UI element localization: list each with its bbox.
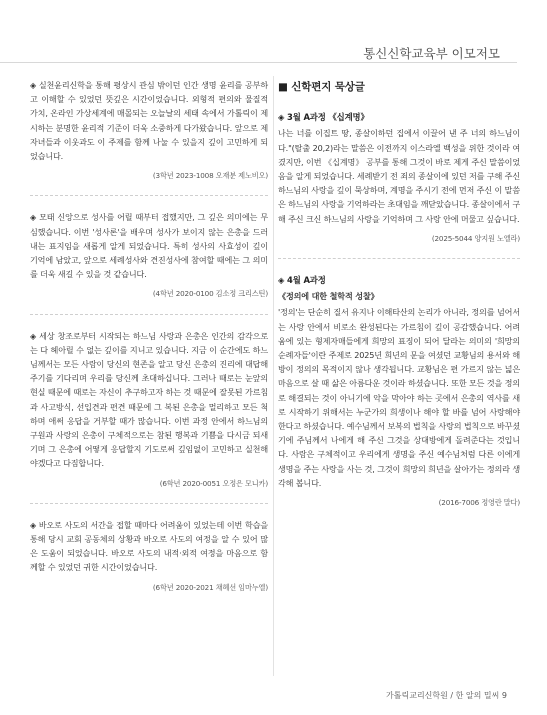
testimonial-entry bbox=[30, 518, 268, 595]
testimonial-signature: (3학년 2023-1008 오재분 제노비오) bbox=[152, 171, 268, 181]
testimonial-signature: (4학년 2020-0100 김소정 크리스틴) bbox=[152, 289, 268, 299]
testimonial-text: ◈ 세상 창조로부터 시작되는 하느님 사랑과 은총은 인간의 감각으로는 다 헤아릴 수 없는 깊이를 지니고 있습니다. 지금 이 순간에도 하느님께서는 모든 사람이 당신의 현존을 알고 당신 은총의 진리에 대답해 주기를 기다리며 우리를 당신께 초대하십니다. 그러나 때로는 눈앞의 현실 때문에 때로는 자신이 추구하고자 하는 것 때문에 잘못된 가르침과 사고방식, 선입견과 편견 때문에 그 복된 은총을 멀리하고 모든 척하며 애써 응답을 거부할 때가 많습니다. 이번 과정 안에서 하느님의 구원과 사랑의 은총이 구체적으로는 참된 행복과 기쁨을 다시금 되새기며 그 은총에 어떻게 응답할지 기도로써 깊임없이 고민하고 실천해야겠다고 다짐합니다. bbox=[30, 330, 268, 469]
testimonial-entry bbox=[30, 78, 268, 183]
meditation-signature: (2025-5044 양지원 노엘라) bbox=[431, 233, 520, 243]
left-column bbox=[30, 78, 268, 607]
section-title: ■ 신학편지 묵상글 bbox=[278, 81, 365, 93]
dashed-divider bbox=[30, 503, 268, 504]
meditation-entry bbox=[278, 273, 520, 510]
meditation-signature: (2016-7006 정영란 말다) bbox=[438, 498, 520, 508]
meditation-heading: ◈ 4월 A과정 bbox=[278, 275, 326, 286]
testimonial-entry bbox=[30, 210, 268, 301]
meditation-entry bbox=[278, 110, 520, 246]
meditation-text: '정의'는 단순히 질서 유지나 이해타산의 논리가 아니라, 정의를 넘어서는 사랑 안에서 비로소 완성된다는 가르침이 깊이 공감했습니다. 어려움에 있는 형제자매들에게 희망의 표징이 되어 달라는 의미의 '희망의 순례자들'이란 주제로 2025년 희년의 문을 여셨던 교황님의 용서와 해방이 정의의 목적이지 않나 생각됩니다. 교황님은 편 가르지 않는 넓은 마음으로 살 때 삶은 아름다운 것이라 하셨습니다. 또한 모든 것을 정의로 해결되는 것이 아니기에 악을 막아야 하는 곳에서 은총의 역사를 새로 시작하기 위해서는 누군가의 희생이나 해야 할 바를 넘어 사랑해야 한다고 하셨습니다. 예수님께서 보복의 법칙을 사랑의 법칙으로 바꾸셨기에 주님께서 나에게 해 주신 그것을 상대방에게 돌려준다는 것입니다. 사람은 구체적이고 우리에게 생명을 주신 예수님처럼 다른 이에게 생명을 주는 사랑을 사는 것, 그것이 희망의 희년을 살아가는 정의라 생각해 봅니다. bbox=[278, 307, 520, 488]
testimonial-signature: (6학년 2020-2021 채혜선 임마누엘) bbox=[152, 582, 268, 592]
testimonial-text: ◈ 바오로 사도의 서간을 접할 때마다 어려움이 있었는데 이번 학습을 통해 당시 교회 공동체의 상황과 바오로 사도의 여정을 알 수 있어 많은 도움이 되었습니다. 바오로 사도의 내적·외적 여정을 마음으로 함께할 수 있었던 귀한 시간이었습니다. bbox=[30, 519, 268, 573]
header-rule bbox=[0, 62, 517, 63]
testimonial-text: ◈ 모태 신앙으로 성사를 어릴 때부터 접했지만, 그 깊은 의미에는 무심했습니다. 이번 '성사론'을 배우며 성사가 보이지 않는 은총을 드러내는 표지임을 새롭게 알게 되었습니다. 특히 성사의 사효성이 깊이 기억에 남았고, 앞으로 세례성사와 견진성사에 참여할 때에는 그 의미를 더욱 새길 수 있을 것 같습니다. bbox=[30, 212, 268, 280]
dashed-divider bbox=[30, 314, 268, 315]
dashed-divider bbox=[278, 258, 520, 259]
meditation-text: 나는 너를 이집트 땅, 종살이하던 집에서 이끌어 낸 주 너의 하느님이다."(탈출 20,2)라는 말씀은 이전까지 이스라엘 백성을 위한 것이라 여겼지만, 이번 《십계명》 공부를 통해 그것이 바로 제게 주신 말씀이었음을 알게 되었습니다. 세례받기 전 죄의 종살이에 있던 저를 구해 주신 하느님의 사랑을 깊이 묵상하며, 계명을 주시기 전에 먼저 주신 이 말씀은 하느님의 사랑을 기억하라는 초대임을 깨닫았습니다. 종살이에서 구해 주신 크신 하느님의 사랑을 기억하며 그 사랑 안에 머물고 싶습니다. bbox=[278, 128, 520, 224]
right-column bbox=[278, 78, 520, 522]
testimonial-text: ◈ 실천윤리신학을 통해 평상시 관심 밖이던 인간 생명 윤리를 공부하고 이해할 수 있었던 뜻깊은 시간이었습니다. 외형적 편의와 물질적 가치, 온라인 가상세계에 매몰되는 오늘날의 세태 속에서 가톨릭이 제시하는 분명한 윤리적 기준이 더욱 소중하게 다가왔습니다. 앞으로 제 자녀들과 이웃과도 이 주제를 함께 나눌 수 있을지 깊이 고민하게 되었습니다. bbox=[30, 80, 268, 162]
testimonial-signature: (6학년 2020-0051 오정은 모니카) bbox=[159, 478, 268, 488]
page-footer: 가톨릭교리신학원 / 한 알의 밀씨 9 bbox=[386, 691, 507, 700]
header-title: 통신신학교육부 이모저모 bbox=[363, 46, 500, 61]
testimonial-entry bbox=[30, 329, 268, 491]
meditation-heading: ◈ 3월 A과정 《십계명》 bbox=[278, 112, 369, 123]
column-divider bbox=[273, 76, 274, 676]
page-header bbox=[0, 0, 547, 66]
meditation-subheading: 《정의에 대한 철학적 성찰》 bbox=[278, 291, 379, 302]
dashed-divider bbox=[30, 195, 268, 196]
